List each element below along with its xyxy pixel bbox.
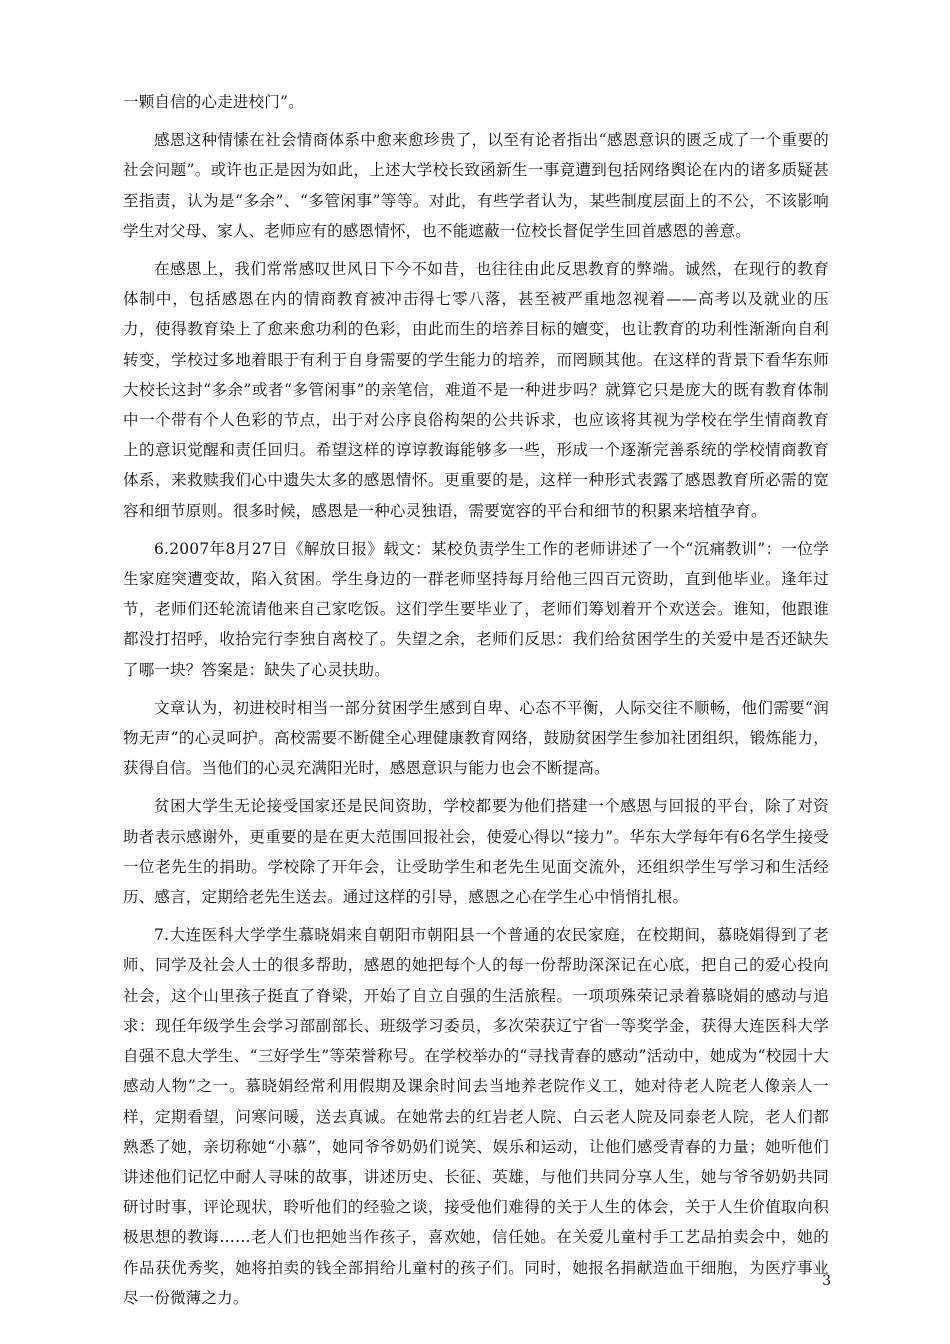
paragraph-continued-quote: 一颗自信的心走进校门”。 [123,93,304,111]
paragraph-gratitude-emotional-intelligence: 感恩这种情愫在社会情商体系中愈来愈珍贵了，以至有论者指出“感恩意识的匮乏成了一个重要的社会问题”。或许也正是因为如此，上述大学校长致函新生一事竟遭到包括网络舆论在内的诸多质疑甚至指责，认为是“多余”、“多管闲事”等等。对此，有些学者认为，某些制度层面上的不公，不该影响学生对父母、家人、老师应有的感恩情怀，也不能遮蔽一位校长督促学生回首感恩的善意。 [123,131,829,240]
paragraph-gratitude-platform: 贫困大学生无论接受国家还是民间资助，学校都要为他们搭建一个感恩与回报的平台，除了对资助者表示感谢外，更重要的是在更大范围回报社会，使爱心得以“接力”。华东大学每年有6名学生接受一位老先生的捐助。学校除了开年会，让受助学生和老先生见面交流外，还组织学生写学习和生活经历、感言，定期给老先生送去。通过这样的引导，感恩之心在学生心中悄悄扎根。 [123,797,829,907]
paragraph-item-7-mu-xiaojuan: 7.大连医科大学学生慕晓娟来自朝阳市朝阳县一个普通的农民家庭，在校期间，慕晓娟得到了老师、同学及社会人士的很多帮助，感恩的她把每个人的每一份帮助深深记在心底，把自己的爱心投向社会，这个山里孩子挺直了脊梁，开始了自立自强的生活旅程。一项项殊荣记录着慕晓娟的感动与追求：现任年级学生会学习部副部长、班级学习委员，多次荣获辽宁省一等奖学金，获得大连医科大学自强不息大学生、“三好学生”等荣誉称号。在学校举办的“寻找青春的感动”活动中，她成为“校园十大感动人物”之一。慕晓娟经常利用假期及课余时间去当地养老院作义工，她对待老人院老人像亲人一样，定期看望，问寒问暖，送去真诚。在她常去的红岩老人院、白云老人院及同泰老人院，老人们都熟悉了她，亲切称她“小慕”，她同爷爷奶奶们说笑、娱乐和运动，让他们感受青春的力量；她听他们讲述他们记忆中耐人寻味的故事，讲述历史、长征、英雄，与他们共同分享人生，她与爷爷奶奶共同研讨时事，评论现状，聆听他们的经验之谈，接受他们难得的关于人生的体会，关于人生价值取向积极思想的教诲……老人们也把她当作孩子，喜欢她，信任她。在关爱儿童村手工艺品拍卖会中，她的作品获优秀奖，她将拍卖的钱全部捐给儿童村的孩子们。同时，她报名捐献造血干细胞，为医疗事业尽一份微薄之力。 [123,926,829,1307]
paragraph-psychological-support: 文章认为，初进校时相当一部分贫困学生感到自卑、心态不平衡，人际交往不顺畅，他们需要“润物无声”的心灵呵护。高校需要不断健全心理健康教育网络，鼓励贫困学生参加社团组织，锻炼能力，获得自信。当他们的心灵充满阳光时，感恩意识与能力也会不断提高。 [123,698,829,778]
paragraph-education-reflection: 在感恩上，我们常常感叹世风日下今不如昔，也往往由此反思教育的弊端。诚然，在现行的教育体制中，包括感恩在内的情商教育被冲击得七零八落，甚至被严重地忽视着——高考以及就业的压力，使得教育染上了愈来愈功利的色彩，由此而生的培养目标的嬗变，也让教育的功利性渐渐向自利转变，学校过多地着眼于有利于自身需要的学生能力的培养，而罔顾其他。在这样的背景下看华东师大校长这封“多余”或者“多管闲事”的亲笔信，难道不是一种进步吗？就算它只是庞大的既有教育体制中一个带有个人色彩的节点，出于对公序良俗构架的公共诉求，也应该将其视为学校在学生情商教育上的意识觉醒和责任回归。希望这样的谆谆教诲能够多一些，形成一个逐渐完善系统的学校情商教育体系，来救赎我们心中遗失太多的感恩情怀。更重要的是，这样一种形式表露了感恩教育所必需的宽容和细节原则。很多时候，感恩是一种心灵独语，需要宽容的平台和细节的积累来培植孕育。 [123,260,829,520]
paragraph-item-6-jiefang-daily: 6.2007年8月27日《解放日报》载文：某校负责学生工作的老师讲述了一个“沉痛教训”：一位学生家庭突遭变故，陷入贫困。学生身边的一群老师坚持每月给他三四百元资助，直到他毕业。逢年过节，老师们还轮流请他来自己家吃饭。这们学生要毕业了，老师们筹划着开个欢送会。谁知，他跟谁都没打招呼，收拾完行李独自离校了。失望之余，老师们反思：我们给贫困学生的关爱中是否还缺失了哪一块？答案是：缺失了心灵扶助。 [123,539,829,679]
document-body [123,87,829,1321]
page-number: 3 [822,1273,831,1289]
